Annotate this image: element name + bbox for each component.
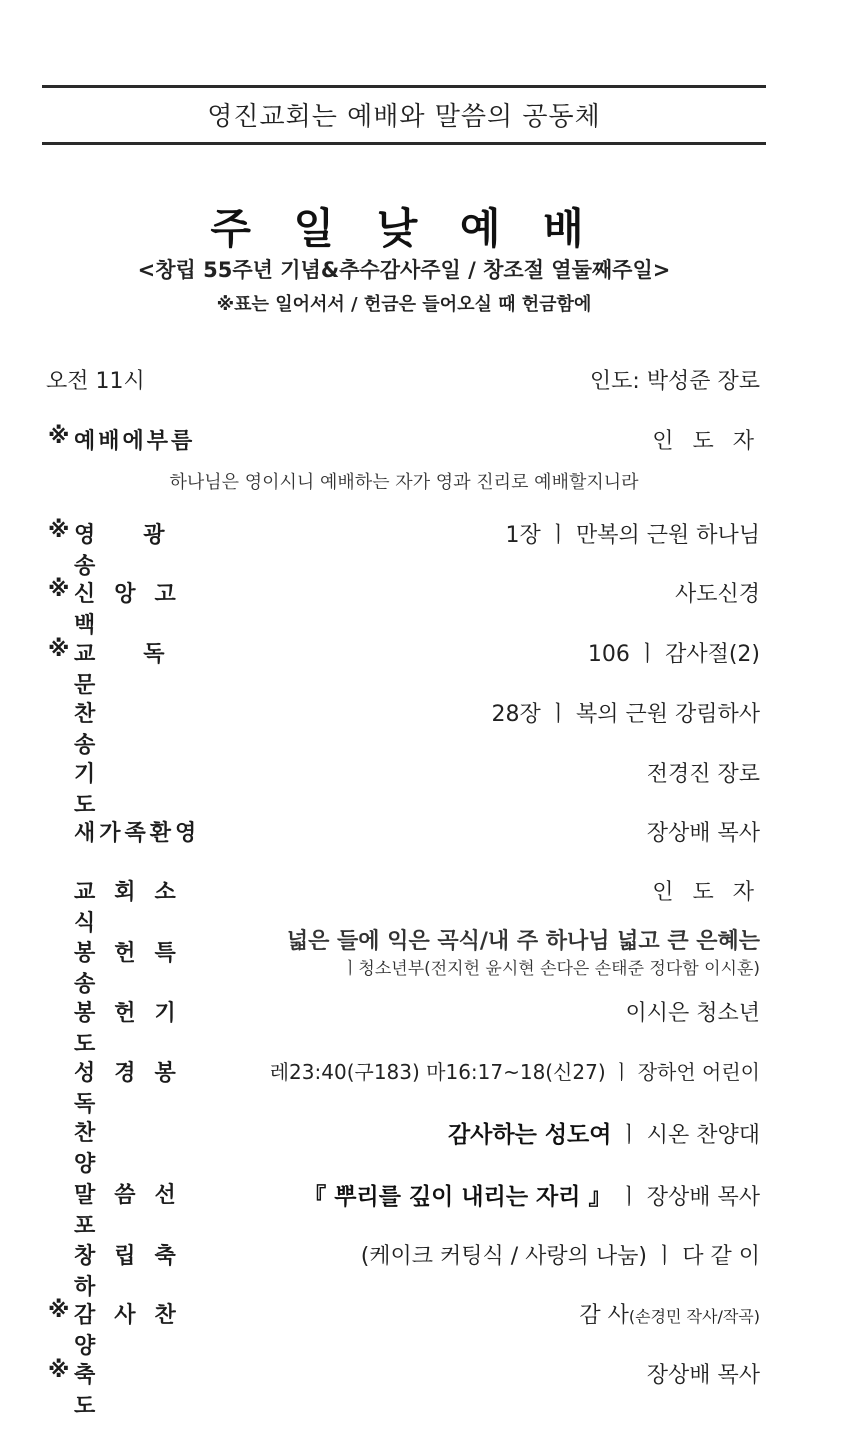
order-value: 이시은 청소년 — [625, 1001, 760, 1026]
order-label-text: 말씀선포 — [74, 1183, 195, 1239]
order-label-text: 기도 — [74, 762, 192, 818]
order-label-text: 성경봉독 — [74, 1061, 195, 1117]
order-row — [44, 1172, 760, 1239]
order-label — [44, 1239, 224, 1300]
order-row — [44, 691, 760, 758]
standing-mark: ※ — [48, 1358, 70, 1383]
order-label-text: 축도 — [74, 1363, 192, 1419]
order-label-text: 찬양 — [74, 1121, 192, 1177]
order-label-text: 감사찬양 — [74, 1303, 195, 1359]
standing-mark: ※ — [48, 1298, 70, 1323]
page-title: 주 일 낮 예 배 — [210, 204, 598, 253]
order-label — [44, 637, 224, 698]
scripture-verse: 하나님은 영이시니 예배하는 자가 영과 진리로 예배할지니라 — [169, 472, 639, 493]
order-row — [44, 1352, 760, 1419]
order-label-text: 교독문 — [74, 642, 213, 698]
anthem-title: 감사하는 성도여 — [447, 1122, 612, 1148]
bottom-rule — [42, 142, 766, 145]
order-label — [44, 1358, 224, 1419]
order-label — [44, 1298, 224, 1359]
order-label-text: 봉헌특송 — [74, 941, 195, 997]
service-leader: 인도: 박성준 장로 — [589, 369, 760, 394]
order-value: 감사하는 성도여 ㅣ 시온 찬양대 — [447, 1122, 760, 1148]
order-row — [44, 990, 760, 1057]
order-row — [44, 631, 760, 698]
order-row — [44, 1050, 760, 1117]
order-label — [44, 1056, 224, 1117]
order-label-text: 예배에부름 — [74, 429, 196, 454]
order-row — [44, 1233, 760, 1300]
order-label-text: 봉헌기도 — [74, 1001, 195, 1057]
order-row — [44, 869, 760, 936]
order-label — [44, 518, 224, 579]
order-value: 1장 ㅣ 만복의 근원 하나님 — [505, 523, 760, 548]
order-value: 감 사(손경민 작사/작곡) — [579, 1303, 760, 1328]
order-row — [44, 810, 760, 850]
order-label-text: 창립축하 — [74, 1244, 195, 1300]
standing-mark: ※ — [48, 424, 70, 449]
order-label — [44, 424, 224, 454]
order-value: 106 ㅣ 감사절(2) — [587, 642, 760, 667]
order-value: 전경진 장로 — [646, 762, 760, 787]
order-value: 『 뿌리를 깊이 내리는 자리 』 ㅣ 장상배 목사 — [303, 1184, 760, 1210]
notice: ※표는 일어서서 / 헌금은 들어오실 때 헌금함에 — [216, 294, 592, 315]
order-label — [44, 936, 224, 997]
order-label — [44, 996, 224, 1057]
order-row — [44, 1110, 760, 1177]
church-motto: 영진교회는 예배와 말씀의 공동체 — [207, 102, 601, 132]
service-time: 오전 11시 — [46, 369, 145, 394]
standing-mark: ※ — [48, 518, 70, 543]
order-label — [44, 875, 224, 936]
order-value: 28장 ㅣ 복의 근원 강림하사 — [491, 702, 760, 727]
order-value: (케이크 커팅식 / 사랑의 나눔) ㅣ 다 같 이 — [360, 1244, 760, 1269]
order-row — [44, 751, 760, 818]
top-rule — [42, 85, 766, 88]
order-label — [44, 697, 224, 758]
order-label — [44, 1116, 224, 1177]
order-value: 인 도 자 — [652, 880, 760, 905]
order-label-text: 새가족환영 — [74, 821, 201, 846]
order-value: 인 도 자 — [652, 429, 760, 454]
order-label — [44, 816, 224, 846]
special-song-performers: ㅣ청소년부(전지헌 윤시현 손다은 손태준 정다함 이시훈) — [342, 959, 760, 979]
special-song-title: 넓은 들에 익은 곡식/내 주 하나님 넓고 큰 은혜는 — [286, 929, 760, 954]
order-label-text: 신앙고백 — [74, 582, 195, 638]
order-row — [44, 571, 760, 638]
order-value: 장상배 목사 — [646, 821, 760, 846]
order-label-text: 영광송 — [74, 523, 213, 579]
order-label-text: 교회소식 — [74, 880, 195, 936]
order-value: 사도신경 — [674, 582, 760, 607]
order-label — [44, 1178, 224, 1239]
order-row — [44, 418, 760, 458]
order-label — [44, 757, 224, 818]
order-row — [44, 929, 760, 997]
order-value: 레23:40(구183) 마16:17~18(신27) ㅣ 장하언 어린이 — [269, 1060, 760, 1084]
subtitle: <창립 55주년 기념&추수감사주일 / 창조절 열둘째주일> — [137, 258, 671, 282]
sermon-title: 『 뿌리를 깊이 내리는 자리 』 — [303, 1184, 612, 1210]
order-value: 장상배 목사 — [646, 1363, 760, 1388]
order-row — [44, 1292, 760, 1359]
order-label — [44, 577, 224, 638]
standing-mark: ※ — [48, 637, 70, 662]
order-label-text: 찬송 — [74, 702, 192, 758]
standing-mark: ※ — [48, 577, 70, 602]
order-row — [44, 512, 760, 579]
